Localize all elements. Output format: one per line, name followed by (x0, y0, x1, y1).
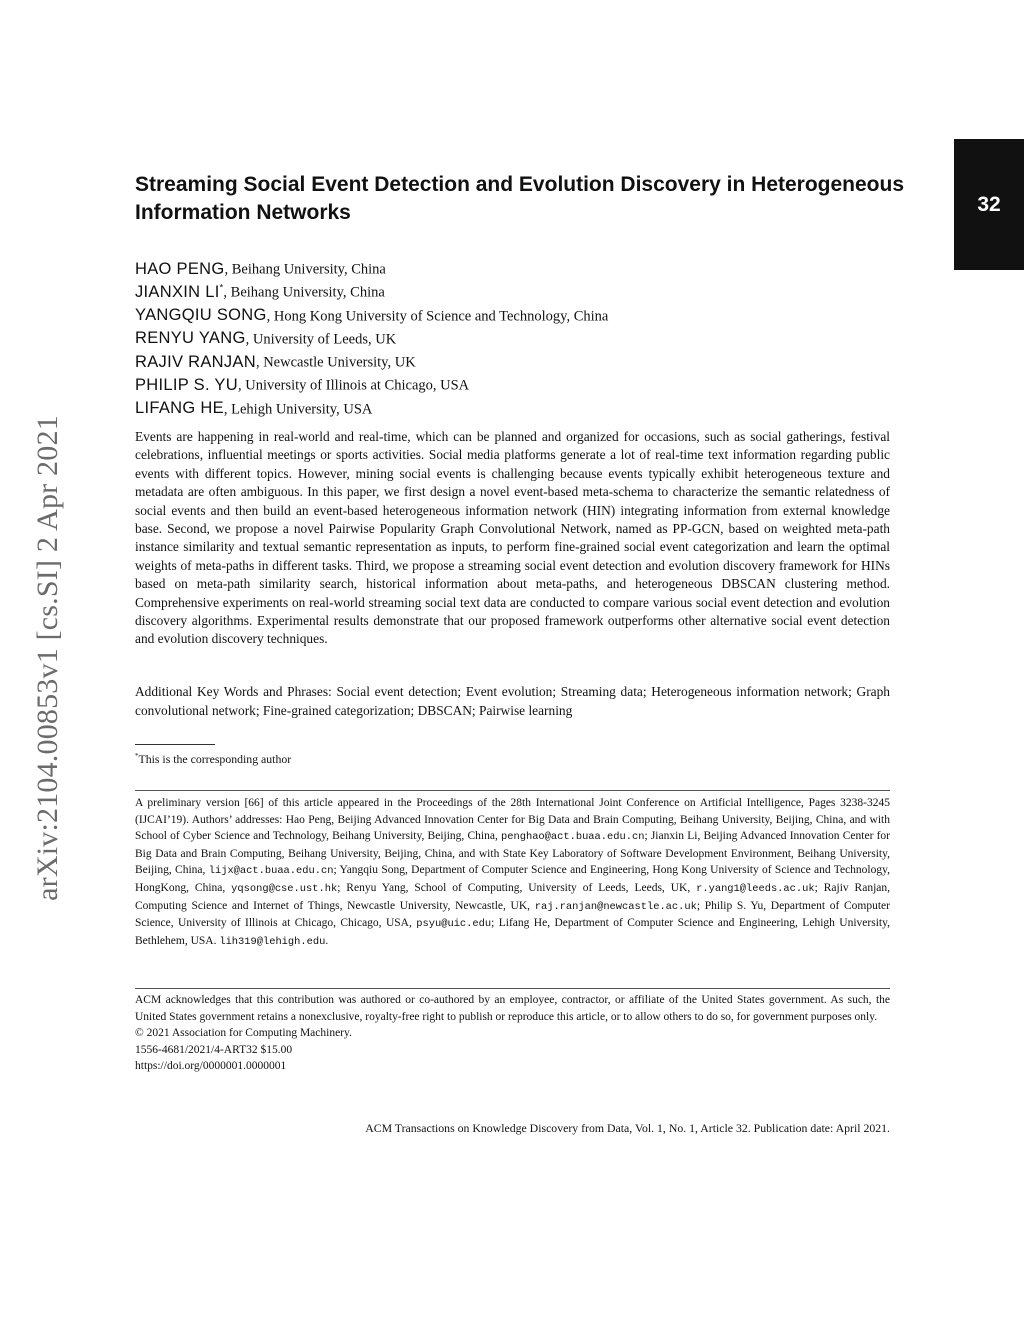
copyright-block (135, 992, 890, 1075)
email-link[interactable]: yqsong@cse.ust.hk (231, 882, 338, 895)
author-name: LIFANG HE (135, 399, 224, 418)
author-entry (135, 346, 915, 369)
corresponding-author-footnote (135, 749, 890, 767)
keywords: Additional Key Words and Phrases: Social event detection; Event evolution; Streaming data; Heterogeneous information network; Graph convolutional network; Fine-grained categorization; DBSCAN; Pairwise learning (135, 684, 890, 718)
author-entry (135, 369, 915, 392)
author-entry (135, 276, 915, 299)
author-name: RAJIV RANJAN (135, 352, 256, 371)
email-link[interactable]: lijx@act.buaa.edu.cn (208, 865, 334, 878)
author-affiliation: , Beihang University, China (223, 284, 385, 301)
author-affiliation: , University of Leeds, UK (245, 331, 397, 348)
arxiv-stamp-text: arXiv:2104.00853v1 [cs.SI] 2 Apr 2021 (31, 415, 64, 901)
addresses-divider (135, 790, 890, 791)
footnote-text: This is the corresponding author (138, 751, 292, 766)
author-name: RENYU YANG (135, 329, 246, 348)
author-affiliation: , Hong Kong University of Science and Technology, China (266, 308, 609, 325)
author-affiliation: , Newcastle University, UK (255, 354, 416, 371)
author-entry (135, 253, 915, 276)
copyright-line: © 2021 Association for Computing Machinery. (135, 1027, 352, 1040)
author-name: YANGQIU SONG (135, 306, 267, 325)
author-affiliation: , Lehigh University, USA (223, 401, 373, 418)
footnote-divider (135, 744, 215, 745)
author-affiliation: , Beihang University, China (224, 261, 386, 278)
author-entry (135, 300, 915, 323)
government-notice: ACM acknowledges that this contribution was authored or co-authored by an employee, contractor, or affiliate of the United States government. As such, the United States government retains a nonexclusive, royalty-free right to publish or reproduce this article, or to allow others to do so, for government purposes only. (135, 994, 890, 1023)
issn-line: 1556-4681/2021/4-ART32 $15.00 (135, 1043, 293, 1056)
email-link[interactable]: penghao@act.buaa.edu.cn (501, 831, 645, 844)
publication-info: ACM Transactions on Knowledge Discovery from Data, Vol. 1, No. 1, Article 32. Publication date: April 2021. (365, 1121, 890, 1135)
email-link[interactable]: r.yang1@leeds.ac.uk (696, 882, 815, 895)
author-name: PHILIP S. YU (135, 375, 238, 394)
author-entry (135, 323, 915, 346)
footnote-mark: * (135, 752, 139, 760)
article-number-tab (954, 139, 1024, 270)
email-link[interactable]: raj.ranjan@newcastle.ac.uk (534, 900, 697, 913)
email-link[interactable]: lih319@lehigh.edu (219, 935, 326, 948)
author-name: HAO PENG (135, 259, 225, 278)
author-addresses: A preliminary version [66] of this article appeared in the Proceedings of the 28th International Joint Conference on Artificial Intelligence, Pages 3238-3245 (IJCAI’19). Authors’ addresses: Hao Peng, Beijing Advanced Innovation Center for Big Data and Brain Computing, Beihang University, Beijing, China, and with School of Cyber Science and Technology, Beihang University, Beijing, China, penghao@act.buaa.edu.cn; Jianxin Li, Beijing Advanced Innovation Center for Big Data and Brain Computing, Beihang University, Beijing, China, and with State Key Laboratory of Software Development Environment, Beihang University, Beijing, China, lijx@act.buaa.edu.cn; Yangqiu Song, Department of Computer Science and Engineering, Hong Kong University of Science and Technology, HongKong, China, yqsong@cse.ust.hk; Renyu Yang, School of Computing, University of Leeds, Leeds, UK, r.yang1@leeds.ac.uk; Rajiv Ranjan, Computing Science and Internet of Things, Newcastle University, Newcastle, UK, raj.ranjan@newcastle.ac.uk; Philip S. Yu, Department of Computer Science, University of Illinois at Chicago, Chicago, USA, psyu@uic.edu; Lifang He, Department of Computer Science and Engineering, Lehigh University, Bethlehem, USA. lih319@lehigh.edu. (135, 797, 890, 948)
author-list (135, 253, 915, 416)
copyright-divider (135, 988, 890, 989)
email-link[interactable]: psyu@uic.edu (416, 918, 492, 931)
author-name: JIANXIN LI* (135, 282, 224, 301)
author-entry (135, 393, 915, 416)
article-number: 32 (977, 192, 1001, 216)
doi-link[interactable]: https://doi.org/0000001.0000001 (135, 1060, 287, 1073)
author-affiliation: , University of Illinois at Chicago, USA (237, 377, 470, 394)
paper-title: Streaming Social Event Detection and Evolution Discovery in Heterogeneous Information Networks (135, 173, 905, 224)
abstract: Events are happening in real-world and real-time, which can be planned and organized for occasions, such as social gatherings, festival celebrations, influential meetings or sports activities. Social media platforms generate a lot of real-time text information regarding public events with different topics. However, mining social events is challenging because events typically exhibit heterogeneous texture and metadata are often ambiguous. In this paper, we first design a novel event-based meta-schema to characterize the semantic relatedness of social events and then build an event-based heterogeneous information network (HIN) integrating information from external knowledge base. Second, we propose a novel Pairwise Popularity Graph Convolutional Network, named as PP-GCN, based on weighted meta-path instance similarity and textual semantic representation as inputs, to perform fine-grained social event categorization and learn the optimal weights of meta-paths in different tasks. Third, we propose a streaming social event detection and evolution discovery framework for HINs based on meta-path similarity search, historical information about meta-paths, and heterogeneous DBSCAN clustering method. Comprehensive experiments on real-world streaming social text data are conducted to compare various social event detection and evolution discovery algorithms. Experimental results demonstrate that our proposed framework outperforms other alternative social event detection and evolution discovery techniques. (135, 429, 890, 647)
